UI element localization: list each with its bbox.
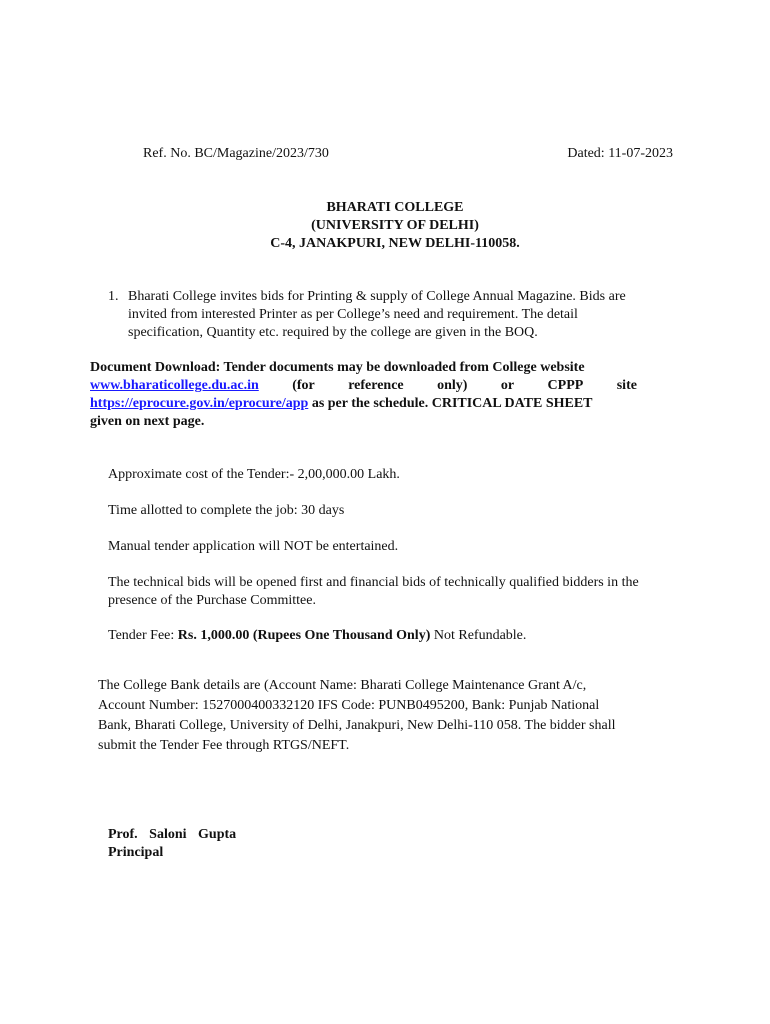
numbered-item-1: [108, 288, 648, 342]
manual-application-note: Manual tender application will NOT be entertained.: [108, 539, 399, 554]
bank-line-2: Account Number: 1527000400332120 IFS Code: PUNB0495200, Bank: Punjab National: [98, 698, 600, 713]
college-name: BHARATI COLLEGE: [326, 200, 464, 215]
bank-details-paragraph: [98, 676, 672, 756]
or-text: or: [500, 378, 515, 393]
technical-line-2: presence of the Purchase Committee.: [108, 593, 316, 608]
college-header: [0, 199, 770, 253]
cppp-portal-link[interactable]: https://eprocure.gov.in/eprocure/app: [90, 396, 309, 411]
document-date: Dated: 11-07-2023: [567, 146, 673, 161]
tender-cost: Approximate cost of the Tender:- 2,00,000.00 Lakh.: [108, 467, 400, 482]
college-website-link[interactable]: www.bharaticollege.du.ac.in: [90, 378, 259, 393]
reference-number: Ref. No. BC/Magazine/2023/730: [143, 146, 329, 161]
technical-bids-note: [108, 574, 708, 610]
signatory-title: Principal: [108, 845, 164, 860]
reference-text: reference: [348, 378, 404, 393]
document-download-paragraph: [90, 359, 637, 431]
next-page-text: given on next page.: [90, 414, 205, 429]
technical-line-1: The technical bids will be opened first and financial bids of technically qualified bidders in the: [108, 575, 639, 590]
reference-line: [143, 145, 673, 163]
fee-amount: Rs. 1,000.00 (Rupees One Thousand Only): [177, 628, 431, 643]
download-intro: Document Download: Tender documents may be downloaded from College website: [90, 360, 585, 375]
signature-block: [108, 826, 236, 862]
bank-line-4: submit the Tender Fee through RTGS/NEFT.: [98, 738, 350, 753]
university-name: (UNIVERSITY OF DELHI): [311, 218, 479, 233]
bank-line-3: Bank, Bharati College, University of Delhi, Janakpuri, New Delhi-110 058. The bidder shall: [98, 718, 616, 733]
download-line-3: [90, 395, 637, 413]
fee-label: Tender Fee:: [108, 628, 178, 643]
cppp-text: CPPP: [547, 378, 584, 393]
item-text: Bharati College invites bids for Printing & supply of College Annual Magazine. Bids are invited from interested Printer as per College’s need and requirement. The detail specification, Quantity etc. required by the college are given in the BOQ.: [128, 289, 626, 340]
download-line-2: [90, 377, 637, 395]
only-text: only): [437, 378, 468, 393]
item-number: 1.: [108, 289, 119, 304]
site-text: site: [616, 378, 637, 393]
bank-line-1: The College Bank details are (Account Name: Bharati College Maintenance Grant A/c,: [98, 678, 587, 693]
signatory-name: Prof. Saloni Gupta: [108, 827, 237, 842]
time-allotted: Time allotted to complete the job: 30 days: [108, 503, 345, 518]
for-text: (for: [292, 378, 315, 393]
fee-suffix: Not Refundable.: [430, 628, 527, 643]
tender-fee: [108, 627, 708, 645]
college-address: C-4, JANAKPURI, NEW DELHI-110058.: [270, 236, 520, 251]
schedule-text: as per the schedule. CRITICAL DATE SHEET: [308, 396, 593, 411]
